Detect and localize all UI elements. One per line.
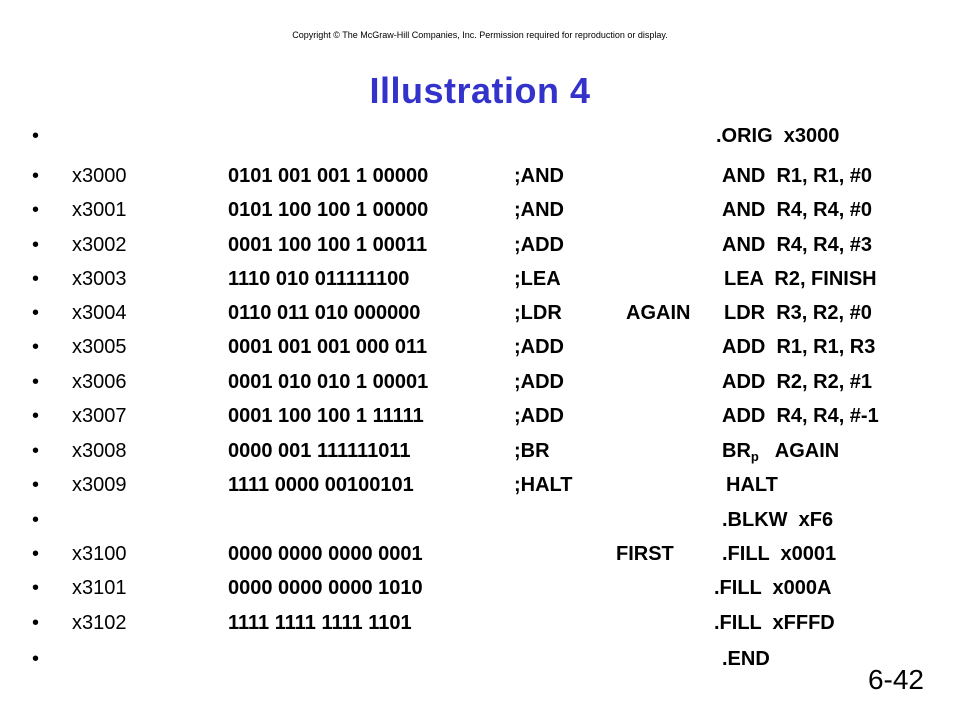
branch-condition: p xyxy=(750,449,759,464)
assembly-label: FIRST xyxy=(616,543,674,565)
bullet: • xyxy=(32,543,40,565)
list-item xyxy=(0,468,960,502)
opcode-comment: ;ADD xyxy=(514,234,564,256)
assembly-instruction: AND R4, R4, #3 xyxy=(722,234,873,256)
assembly-instruction: LEA R2, FINISH xyxy=(724,268,877,290)
opcode-comment: ;LDR xyxy=(514,302,562,324)
assembly-label: AGAIN xyxy=(626,302,691,324)
list-item xyxy=(0,228,960,262)
assembly-instruction: ADD R4, R4, #-1 xyxy=(722,405,879,427)
opcode-comment: ;LEA xyxy=(514,268,561,290)
opcode-comment: ;HALT xyxy=(514,474,573,496)
bullet: • xyxy=(32,268,40,290)
assembly-instruction: HALT xyxy=(726,474,778,496)
opcode-comment: ;AND xyxy=(514,199,564,221)
assembly-instruction xyxy=(722,434,839,468)
bullet: • xyxy=(32,371,40,393)
bullet: • xyxy=(32,234,40,256)
binary-code: 0101 001 001 1 00000 xyxy=(228,165,429,187)
opcode-comment: ;AND xyxy=(514,165,564,187)
address: x3008 xyxy=(72,440,127,462)
address: x3101 xyxy=(72,577,127,599)
binary-code: 0000 001 111111011 xyxy=(228,440,411,462)
binary-code: 0001 001 001 000 011 xyxy=(228,336,428,358)
opcode-comment: ;ADD xyxy=(514,405,564,427)
address: x3102 xyxy=(72,612,127,634)
assembly-instruction: .FILL x0001 xyxy=(722,543,837,565)
binary-code: 1111 1111 1111 1101 xyxy=(228,612,412,634)
address: x3000 xyxy=(72,165,127,187)
page-number: 6-42 xyxy=(867,664,924,695)
binary-code: 1111 0000 00100101 xyxy=(228,474,414,496)
list-item xyxy=(0,330,960,364)
assembly-instruction: AND R4, R4, #0 xyxy=(722,199,873,221)
address: x3003 xyxy=(72,268,127,290)
bullet: • xyxy=(32,577,40,599)
copyright-notice: Copyright © The McGraw-Hill Companies, Inc. Permission required for reproduction or display. xyxy=(292,30,668,40)
binary-code: 0001 100 100 1 11111 xyxy=(228,405,424,427)
binary-code: 0001 010 010 1 00001 xyxy=(228,371,429,393)
branch-mnemonic: BR xyxy=(722,440,751,462)
address: x3004 xyxy=(72,302,127,324)
bullet: • xyxy=(32,612,40,634)
address: x3006 xyxy=(72,371,127,393)
list-item xyxy=(0,159,960,193)
binary-code: 0000 0000 0000 0001 xyxy=(228,543,423,565)
list-item xyxy=(0,193,960,227)
address: x3007 xyxy=(72,405,127,427)
bullet: • xyxy=(32,199,40,221)
list-item xyxy=(0,119,960,153)
address: x3009 xyxy=(72,474,127,496)
assembly-instruction: LDR R3, R2, #0 xyxy=(724,302,872,324)
list-item xyxy=(0,642,960,676)
list-item xyxy=(0,434,960,468)
assembly-instruction: .END xyxy=(722,648,770,670)
opcode-comment: ;ADD xyxy=(514,371,564,393)
bullet: • xyxy=(32,648,40,670)
binary-code: 0001 100 100 1 00011 xyxy=(228,234,428,256)
assembly-instruction: .FILL x000A xyxy=(714,577,832,599)
bullet: • xyxy=(32,302,40,324)
bullet: • xyxy=(32,440,40,462)
list-item xyxy=(0,537,960,571)
bullet: • xyxy=(32,405,40,427)
bullet: • xyxy=(32,509,40,531)
slide-title: Illustration 4 xyxy=(369,70,591,111)
address: x3001 xyxy=(72,199,127,221)
binary-code: 1110 010 011111100 xyxy=(228,268,410,290)
branch-target: AGAIN xyxy=(758,440,840,462)
list-item xyxy=(0,503,960,537)
opcode-comment: ;BR xyxy=(514,440,550,462)
bullet: • xyxy=(32,474,40,496)
assembly-instruction: .ORIG x3000 xyxy=(716,125,840,147)
assembly-instruction: AND R1, R1, #0 xyxy=(722,165,873,187)
assembly-instruction: ADD R1, R1, R3 xyxy=(722,336,876,358)
address: x3100 xyxy=(72,543,127,565)
opcode-comment: ;ADD xyxy=(514,336,564,358)
binary-code: 0000 0000 0000 1010 xyxy=(228,577,423,599)
bullet: • xyxy=(32,165,40,187)
list-item xyxy=(0,399,960,433)
bullet: • xyxy=(32,125,40,147)
address: x3002 xyxy=(72,234,127,256)
address: x3005 xyxy=(72,336,127,358)
assembly-instruction: .BLKW xF6 xyxy=(722,509,834,531)
assembly-instruction: ADD R2, R2, #1 xyxy=(722,371,873,393)
assembly-instruction: .FILL xFFFD xyxy=(714,612,835,634)
list-item xyxy=(0,365,960,399)
bullet: • xyxy=(32,336,40,358)
list-item xyxy=(0,571,960,605)
list-item xyxy=(0,606,960,640)
list-item xyxy=(0,262,960,296)
binary-code: 0101 100 100 1 00000 xyxy=(228,199,429,221)
list-item xyxy=(0,296,960,330)
binary-code: 0110 011 010 000000 xyxy=(228,302,421,324)
